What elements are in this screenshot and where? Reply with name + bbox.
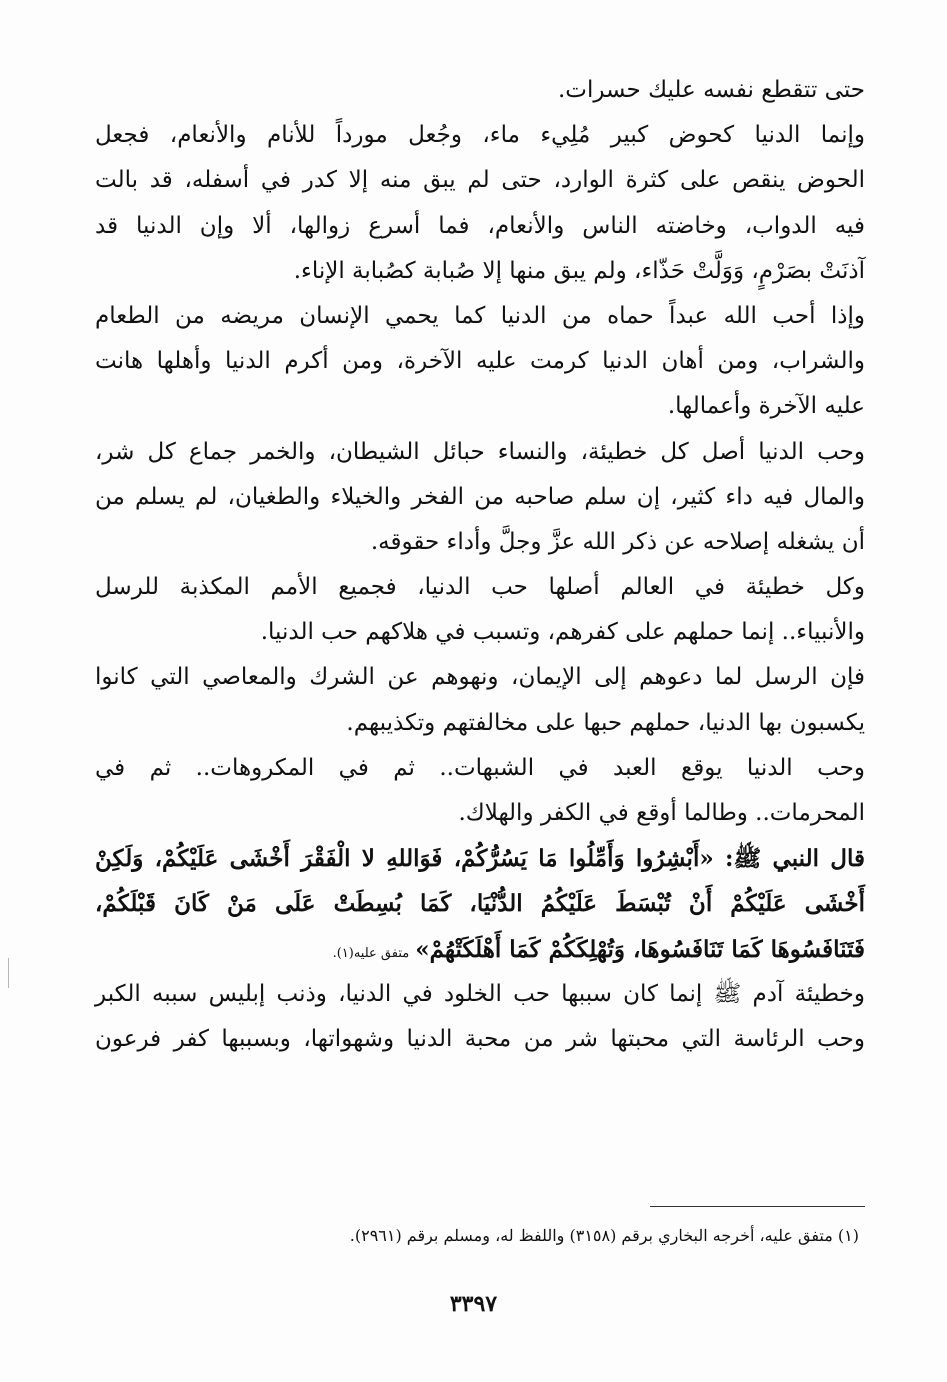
page-number: ٣٣٩٧: [449, 1291, 498, 1317]
hadith-line: قال النبي ﷺ: «أَبْشِرُوا وَأَمِّلُوا مَا يَسُرُّكُمْ، فَوَاللهِ لا الْفَقْرَ أَخْشَى عَلَيْكُمْ، وَلَكِنْ: [95, 845, 865, 873]
text-line: وإذا أحب الله عبداً حماه من الدنيا كما يحمي الإنسان مريضه من الطعام: [95, 302, 865, 329]
text-line: وحب الدنيا أصل كل خطيئة، والنساء حبائل الشيطان، والخمر جماع كل شر،: [95, 438, 865, 465]
hadith-reference-note: متفق عليه(١).: [332, 945, 410, 961]
text-line: آذنَتْ بصَرْمٍ، وَوَلَّتْ حَذّاء، ولم يبق منها إلا صُبابة كصُبابة الإناء.: [293, 257, 865, 284]
text-line: وخطيئة آدم ﷺ إنما كان سببها حب الخلود في الدنيا، وذنب إبليس سببه الكبر: [95, 980, 865, 1007]
text-line: وحب الدنيا يوقع العبد في الشبهات.. ثم في المكروهات.. ثم في: [95, 754, 865, 781]
text-line: أن يشغله إصلاحه عن ذكر الله عزَّ وجلَّ وأداء حقوقه.: [370, 528, 865, 555]
text-line: وحب الرئاسة التي محبتها شر من محبة الدنيا وشهواتها، وبسببها كفر فرعون: [95, 1025, 865, 1052]
footnote: (١) متفق عليه، أخرجه البخاري برقم (٣١٥٨) واللفظ له، ومسلم برقم (٢٩٦١).: [349, 1226, 859, 1245]
text-line: الحوض ينقص على كثرة الوارد، حتى لم يبق منه إلا كدر في أسفله، قد بالت: [95, 167, 865, 194]
main-text: [95, 68, 865, 1062]
text-line: فإن الرسل لما دعوهم إلى الإيمان، ونهوهم عن الشرك والمعاصي التي كانوا: [95, 664, 865, 691]
text-line: عليه الآخرة وأعمالها.: [667, 393, 865, 420]
scan-edge-mark: [8, 958, 9, 988]
footnote-divider: [650, 1206, 865, 1207]
text-line: يكسبون بها الدنيا، حملهم حبها على مخالفتهم وتكذيبهم.: [346, 709, 865, 736]
text-line: فيه الدواب، وخاضته الناس والأنعام، فما أسرع زوالها، ألا وإن الدنيا قد: [95, 212, 865, 239]
text-line: المحرمات.. وطالما أوقع في الكفر والهلاك.: [458, 800, 865, 826]
text-line: والشراب، ومن أهان الدنيا كرمت عليه الآخرة، ومن أكرم الدنيا وأهلها هانت: [95, 348, 865, 375]
hadith-line: أَخْشَى عَلَيْكُمْ أَنْ تُبْسَطَ عَلَيْكُمُ الدُّنْيَا، كَمَا بُسِطَتْ عَلَى مَنْ كَانَ قَبْلَكُمْ،: [95, 890, 865, 918]
text-line: وإنما الدنيا كحوض كبير مُلِيء ماء، وجُعل مورداً للأنام والأنعام، فجعل: [95, 122, 865, 149]
text-line: والأنبياء.. إنما حملهم على كفرهم، وتسبب في هلاكهم حب الدنيا.: [260, 619, 865, 646]
text-line: والمال فيه داء كثير، إن سلم صاحبه من الفخر والخيلاء والطغيان، لم يسلم من: [95, 483, 865, 510]
text-line: وكل خطيئة في العالم أصلها حب الدنيا، فجميع الأمم المكذبة للرسل: [95, 574, 865, 601]
text-line: حتى تتقطع نفسه عليك حسرات.: [558, 77, 865, 103]
hadith-line: [95, 927, 865, 972]
hadith-text: فَتَنَافَسُوهَا كَمَا تَنَافَسُوهَا، وَتُهْلِكَكُمْ كَمَا أَهْلَكَتْهُمْ»: [415, 935, 865, 963]
